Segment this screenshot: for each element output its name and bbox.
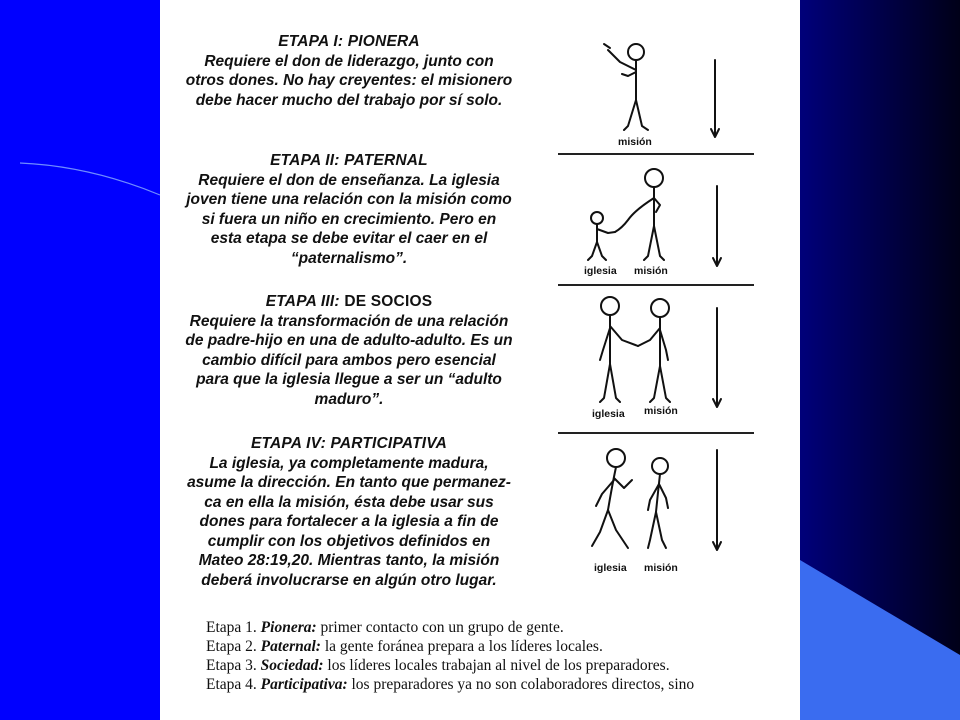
figure-label-mission: misión [644,562,678,574]
stage-2-title: ETAPA II: PATERNAL [270,152,428,169]
down-arrow-icon [713,308,721,407]
mission-adult-figure [638,299,670,402]
stage-4-title: ETAPA IV: PARTICIPATIVA [250,435,448,452]
missionary-figure [604,44,648,130]
down-arrow-icon [713,186,721,266]
down-arrow-icon [713,450,721,550]
summary-row: Etapa 4. Participativa: los preparadores ya no son colaboradores directos, sino [206,676,695,693]
figure-label-church: iglesia [594,562,627,574]
mission-figure [648,458,668,548]
scanned-page [160,0,800,720]
figure-label-mission: misión [634,265,668,277]
figure-label-mission: misión [644,405,678,417]
summary-row: Etapa 2. Paternal: la gente foránea prepara a los líderes locales. [206,638,603,655]
down-arrow-icon [711,60,719,137]
figure-label-church: iglesia [584,265,617,277]
stage-3-title: ETAPA III: DE SOCIOS [265,293,433,310]
church-leader-figure [592,449,632,548]
summary-row: Etapa 1. Pionera: primer contacto con un grupo de gente. [206,619,564,636]
stage-3-body: Requiere la transformación de una relación de padre-hijo en una de adulto-adulto. Es un cambio difícil para ambos pero esencial para que la iglesia llegue a ser un “adulto maduro”. [185,312,513,408]
stick-figures-illustration [160,0,800,610]
stage-summary-list [206,618,796,694]
church-adult-figure [600,297,638,402]
stage-4-body: La iglesia, ya completamente madura, asume la dirección. En tanto que permanez- ca en ella la misión, ésta debe usar sus dones para fortalecer a la iglesia a fin de cumplir con los objetivos definidos en Mateo 28:19,20. Mientras tanto, la misión deberá involucrarse en algún otro lugar. [187,454,511,589]
stage-1-title: ETAPA I: PIONERA [278,33,420,50]
figure-label-church: iglesia [592,408,625,420]
stage-1-body: Requiere el don de liderazgo, junto con otros dones. No hay creyentes: el misionero debe hacer mucho del trabajo por sí solo. [185,52,513,109]
stage-2-body: Requiere el don de enseñanza. La iglesia joven tiene una relación con la misión como si fuera un niño en crecimiento. Pero en esta etapa se debe evitar el caer en el “paternalismo”. [186,171,512,267]
figure-label-mission: misión [618,136,652,148]
summary-row: Etapa 3. Sociedad: los líderes locales trabajan al nivel de los preparadores. [206,657,670,674]
church-child-figure [588,212,615,260]
mission-adult-figure [615,169,664,260]
